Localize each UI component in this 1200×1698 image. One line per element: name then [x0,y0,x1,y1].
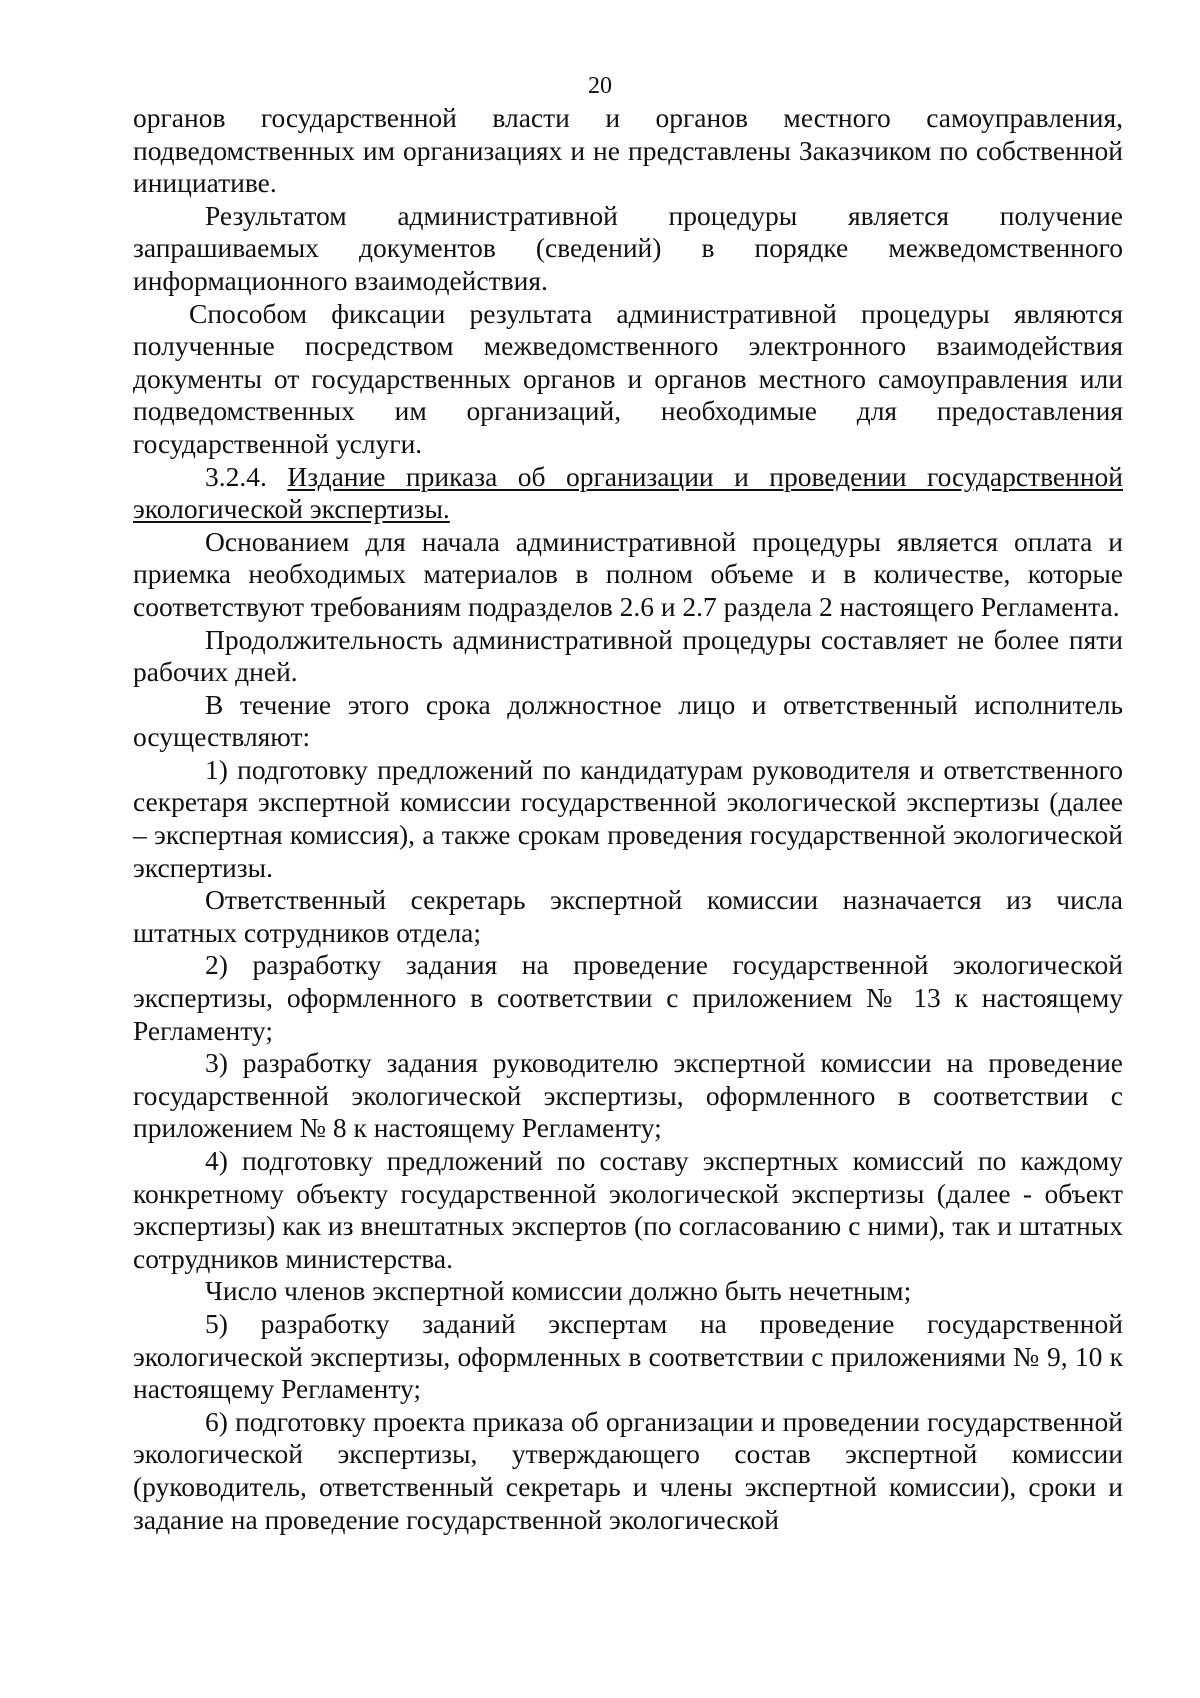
section-title: Издание приказа об организации и проведении государственной экологической экспертизы. [133,460,1123,525]
paragraph: Результатом административной процедуры является получение запрашиваемых документов (сведений) в порядке межведомственного информационного взаимодействия. [133,199,1123,296]
paragraph: органов государственной власти и органов местного самоуправления, подведомственных им организациях и не представлены Заказчиком по собственной инициативе. [133,102,1123,199]
list-item: 4) подготовку предложений по составу экспертных комиссий по каждому конкретному объекту государственной экологической экспертизы (далее - объект экспертизы) как из внештатных экспертов (по согласованию с ними), так и штатных сотрудников министерства. [133,1145,1123,1274]
list-item: 3) разработку задания руководителю экспертной комиссии на проведение государственной экологической экспертизы, оформленного в соответствии с приложением № 8 к настоящему Регламенту; [133,1047,1123,1144]
section-heading [133,461,1123,526]
document-body [133,102,1123,1536]
paragraph: В течение этого срока должностное лицо и ответственный исполнитель осуществляют: [133,688,1123,753]
list-item: 1) подготовку предложений по кандидатурам руководителя и ответственного секретаря экспертной комиссии государственной экологической экспертизы (далее – экспертная комиссия), а также срокам проведения государственной экологической экспертизы. [133,753,1123,883]
list-item: 5) разработку заданий экспертам на проведение государственной экологической экспертизы, оформленных в соответствии с приложениями № 9, 10 к настоящему Регламенту; [133,1307,1123,1405]
paragraph: Основанием для начала административной процедуры является оплата и приемка необходимых материалов в полном объеме и в количестве, которые соответствуют требованиям подразделов 2.6 и 2.7 раздела 2 настоящего Регламента. [133,525,1123,622]
paragraph: Способом фиксации результата административной процедуры являются полученные посредством межведомственного электронного взаимодействия документы от государственных органов и органов местного самоуправления или подведомственных им организаций, необходимые для предоставления государственной услуги. [133,297,1123,459]
paragraph: Ответственный секретарь экспертной комиссии назначается из числа штатных сотрудников отдела; [133,884,1123,948]
section-number: 3.2.4. [205,460,267,492]
page-number: 20 [588,73,612,99]
list-item: 2) разработку задания на проведение государственной экологической экспертизы, оформленного в соответствии с приложением № 13 к настоящему Регламенту; [133,949,1123,1046]
paragraph: Продолжительность административной процедуры составляет не более пяти рабочих дней. [133,623,1123,688]
list-item: 6) подготовку проекта приказа об организации и проведении государственной экологической экспертизы, утверждающего состав экспертной комиссии (руководитель, ответственный секретарь и члены экспертной комиссии), сроки и задание на проведение государственной экологической [133,1405,1123,1535]
paragraph: Число членов экспертной комиссии должно быть нечетным; [205,1275,912,1307]
